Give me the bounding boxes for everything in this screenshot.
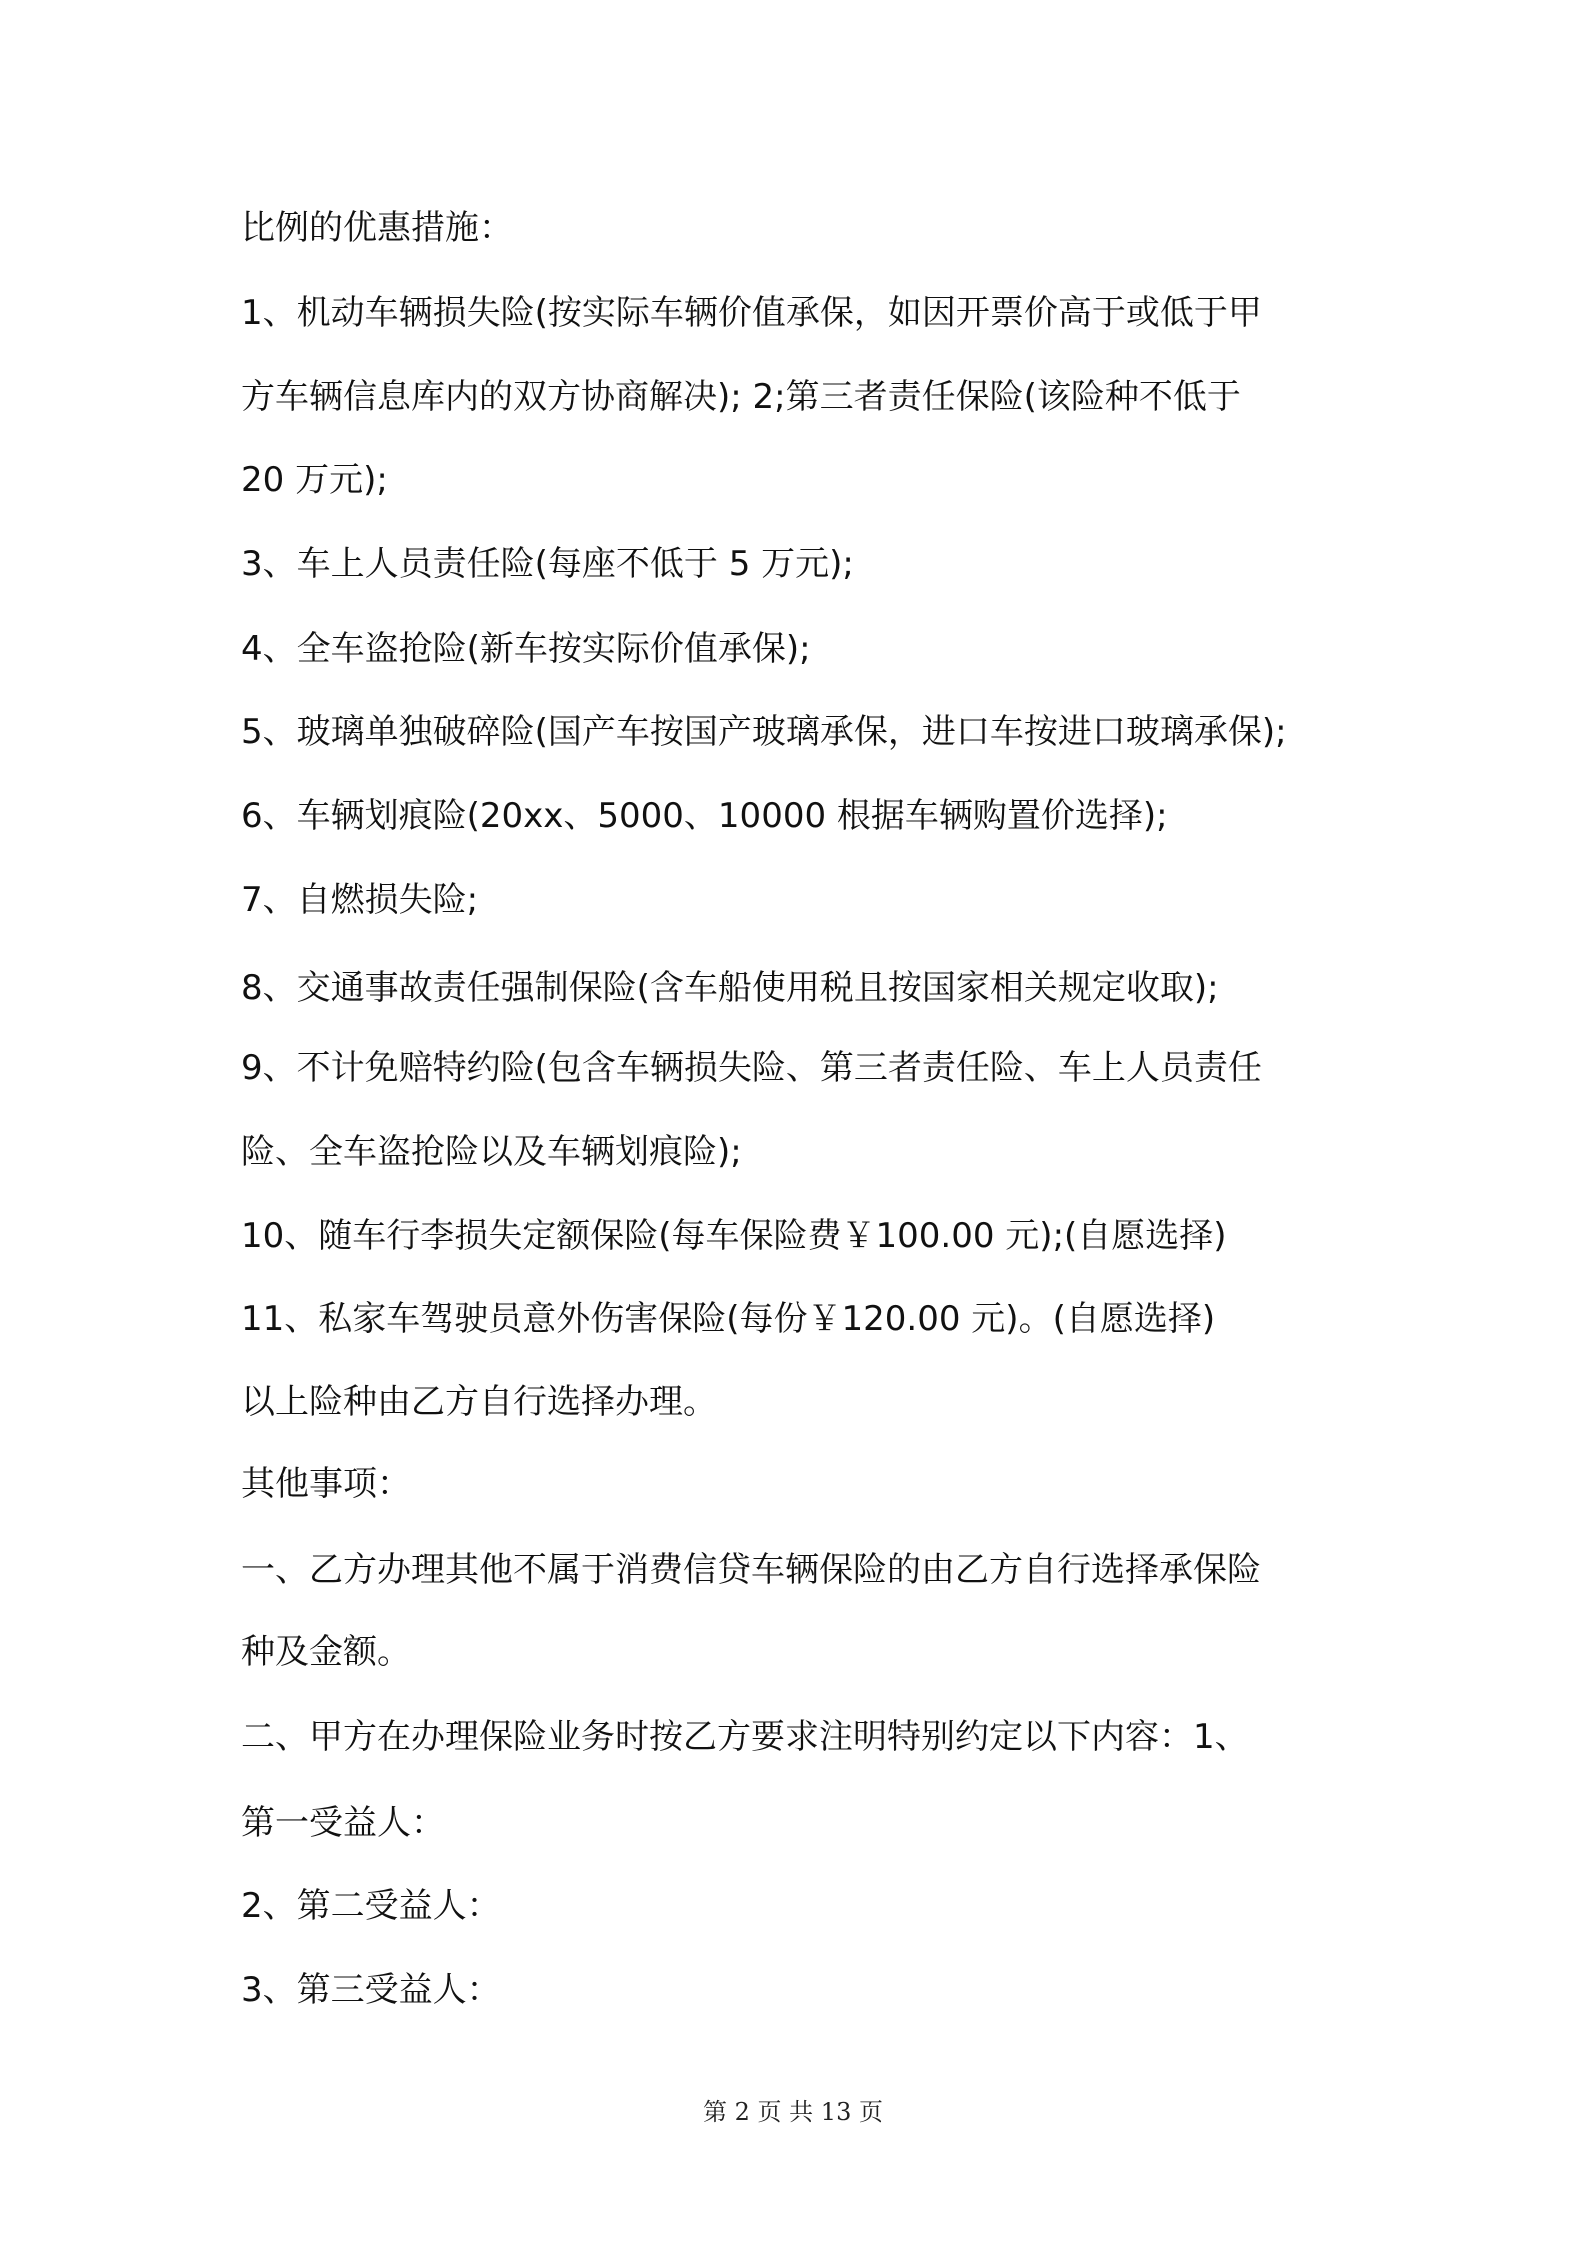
text-line: 方车辆信息库内的双方协商解决); 2;第三者责任保险(该险种不低于 — [241, 377, 1241, 417]
text-line: 2、第二受益人： — [241, 1886, 501, 1926]
text-line: 其他事项： — [241, 1464, 411, 1504]
text-line: 二、甲方在办理保险业务时按乙方要求注明特别约定以下内容：1、 — [241, 1717, 1249, 1757]
text-line: 5、玻璃单独破碎险(国产车按国产玻璃承保，进口车按进口玻璃承保); — [241, 712, 1287, 752]
text-line: 一、乙方办理其他不属于消费信贷车辆保险的由乙方自行选择承保险 — [241, 1550, 1261, 1590]
text-line: 第一受益人： — [241, 1803, 445, 1843]
text-line: 8、交通事故责任强制保险(含车船使用税且按国家相关规定收取); — [241, 968, 1219, 1008]
text-line: 比例的优惠措施： — [241, 208, 513, 248]
text-line: 1、机动车辆损失险(按实际车辆价值承保，如因开票价高于或低于甲 — [241, 293, 1262, 333]
text-line: 种及金额。 — [241, 1632, 411, 1672]
text-line: 7、自燃损失险; — [241, 880, 479, 920]
text-line: 10、随车行李损失定额保险(每车保险费￥100.00 元);(自愿选择) — [241, 1216, 1227, 1256]
page-number-footer: 第 2 页 共 13 页 — [703, 2098, 883, 2126]
text-line: 20 万元); — [241, 460, 388, 500]
text-line: 6、车辆划痕险(20xx、5000、10000 根据车辆购置价选择); — [241, 796, 1168, 836]
text-line: 9、不计免赔特约险(包含车辆损失险、第三者责任险、车上人员责任 — [241, 1048, 1262, 1088]
text-line: 3、第三受益人： — [241, 1970, 501, 2010]
text-line: 以上险种由乙方自行选择办理。 — [241, 1382, 717, 1422]
text-line: 4、全车盗抢险(新车按实际价值承保); — [241, 629, 811, 669]
text-line: 11、私家车驾驶员意外伤害保险(每份￥120.00 元)。(自愿选择) — [241, 1299, 1216, 1339]
text-line: 3、车上人员责任险(每座不低于 5 万元); — [241, 544, 854, 584]
text-line: 险、全车盗抢险以及车辆划痕险); — [241, 1132, 742, 1172]
